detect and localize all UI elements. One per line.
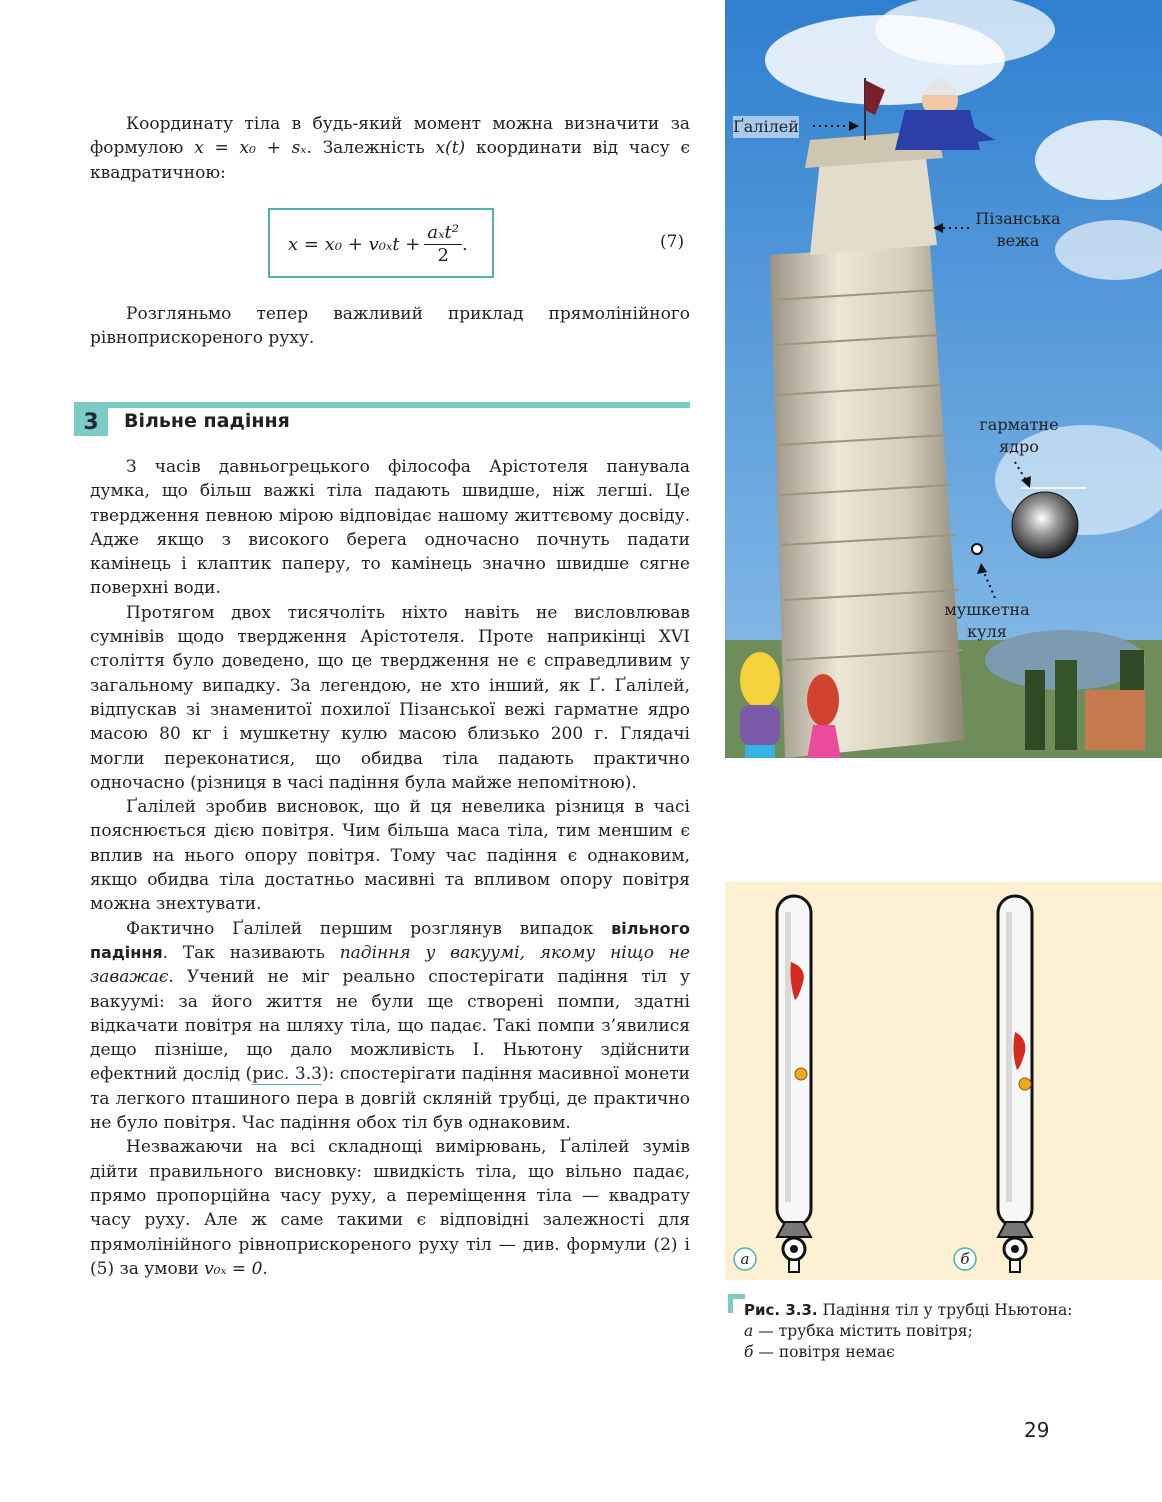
label-musket-bullet: мушкетна куля xyxy=(944,600,1030,641)
formula-end: . xyxy=(461,233,468,255)
body-paragraph-5 xyxy=(90,1135,690,1281)
intro-function-x-t: x(t) xyxy=(435,138,466,159)
p5-formula: v₀ₓ = 0. xyxy=(204,1258,268,1279)
term-free-fall: вільного падіння xyxy=(90,918,691,962)
caption-a-text: — трубка містить повітря; xyxy=(758,1322,973,1340)
label-cannonball: гарматне ядро xyxy=(979,415,1059,456)
formula-fraction xyxy=(424,222,462,267)
coin-icon-b xyxy=(1019,1078,1031,1090)
intro-formula-inline: x = x₀ + sₓ xyxy=(194,138,307,159)
formula-denominator: 2 xyxy=(437,244,449,266)
section-title: Вільне падіння xyxy=(124,410,290,432)
label-pisa-tower: Пізанська вежа xyxy=(975,209,1061,250)
definition-free-fall: падіння у вакуумі, якому ніщо не заважає xyxy=(90,942,690,988)
p4-text-d: ): спостерігати падіння масивної монети та легкого пташиного пера в довгій скляній трубці, де практично не було повітря. Час падіння обох тіл був однаковим. xyxy=(90,1064,690,1134)
pisa-tower-figure xyxy=(725,0,1162,758)
equation-number: (7) xyxy=(660,232,685,252)
page-number: 29 xyxy=(1024,1418,1050,1442)
figure-reference-link[interactable]: рис. 3.3 xyxy=(252,1064,322,1085)
formula-lhs: x = x₀ + v₀ₓt + xyxy=(288,233,421,255)
p4-text-a: Фактично Ґалілей першим розглянув випадок xyxy=(126,918,594,939)
caption-text: Падіння тіл у трубці Ньютона: xyxy=(822,1301,1073,1319)
section-divider xyxy=(74,402,690,408)
caption-accent xyxy=(728,1294,745,1313)
caption-b-letter: б xyxy=(744,1343,754,1361)
body-paragraph-1: З часів давньогрецького філософа Арістотеля панувала думка, що більш важкі тіла падають швидше, ніж легші. Це твердження певною мірою відповідає нашому життєвому досвіду. Адже якщо з високого берега одночасно почнуть падати камінець і клаптик паперу, то камінець значно швидше сягне поверхні води. xyxy=(90,457,690,599)
newton-tube-figure xyxy=(725,882,1162,1280)
intro-paragraph-1 xyxy=(90,112,690,185)
formula-box xyxy=(268,208,494,278)
label-galileo: Ґалілей xyxy=(733,117,799,136)
body-paragraph-3: Ґалілей зробив висновок, що й ця невелика різниця в часі пояснюється дією повітря. Чим більша маса тіла, тим меншим є вплив на нього опору повітря. Тому час падіння є однаковим, якщо обидва тіла достатньо масивні та впливом опору повітря можна знехтувати. xyxy=(90,797,690,915)
intro-text-a: Координату тіла в будь-який момент можна визначити за формулою xyxy=(90,114,690,159)
tube-a xyxy=(777,896,811,1272)
p5-text-a: Незважаючи на всі складнощі вимірювань, Ґалілей зумів дійти правильного висновку: швидкість тіла, що вільно падає, прямо пропорційна часу руху, а переміщення тіла — квадрату часу руху. Але ж саме такими є відповідні залежності для прямолінійного рівноприскореного руху тіл — див. формули (2) і (5) за умови xyxy=(90,1137,690,1279)
tube-a-label: а xyxy=(740,1250,750,1268)
p4-text-b: . Так називають xyxy=(162,942,325,963)
newton-tubes-illustration xyxy=(725,882,1162,1280)
figure-caption xyxy=(744,1300,1074,1363)
caption-number: Рис. 3.3. xyxy=(744,1301,818,1319)
formula xyxy=(288,220,468,268)
tube-b xyxy=(998,896,1032,1272)
intro-paragraph-2 xyxy=(90,302,690,351)
intro-p2-text: Розгляньмо тепер важливий приклад прямолінійного рівноприскореного руху. xyxy=(90,304,690,349)
annotation-arrows xyxy=(725,0,1162,758)
body-paragraph-2: Протягом двох тисячоліть ніхто навіть не висловлював сумнівів щодо твердження Арістотеля. Проте наприкінці XVI століття було доведено, що це твердження не є справедливим у загальному випадку. За легендою, не хто інший, як Ґ. Ґалілей, відпускав зі знаменитої похилої Пізанської вежі гарматне ядро масою 80 кг і мушкетну кулю масою близько 200 г. Глядачі могли переконатися, що обидва тіла падають практично одночасно (різниця в часі падіння була майже непомітною). xyxy=(90,602,690,793)
intro-text-b: . Залежність xyxy=(306,138,425,159)
section-number: 3 xyxy=(74,408,108,436)
body-paragraph-4 xyxy=(90,917,690,1136)
section-body xyxy=(90,455,690,1281)
tube-b-label: б xyxy=(960,1250,970,1268)
coin-icon-a xyxy=(795,1068,807,1080)
caption-b-text: — повітря немає xyxy=(758,1343,895,1361)
intro-text-c: координати від часу є квадратичною: xyxy=(90,138,691,183)
formula-numerator: aₓt² xyxy=(424,222,462,245)
p4-text-c: . Учений не міг реально спостерігати падіння тіл у вакуумі: за його життя не були ще створені помпи, здатні відкачати повітря на шляху тіла, що падає. Такі помпи з’явилися дещо пізніше, що дало можливість І. Ньютону здійснити ефектний дослід ( xyxy=(90,967,690,1085)
caption-a-letter: а xyxy=(744,1322,754,1340)
